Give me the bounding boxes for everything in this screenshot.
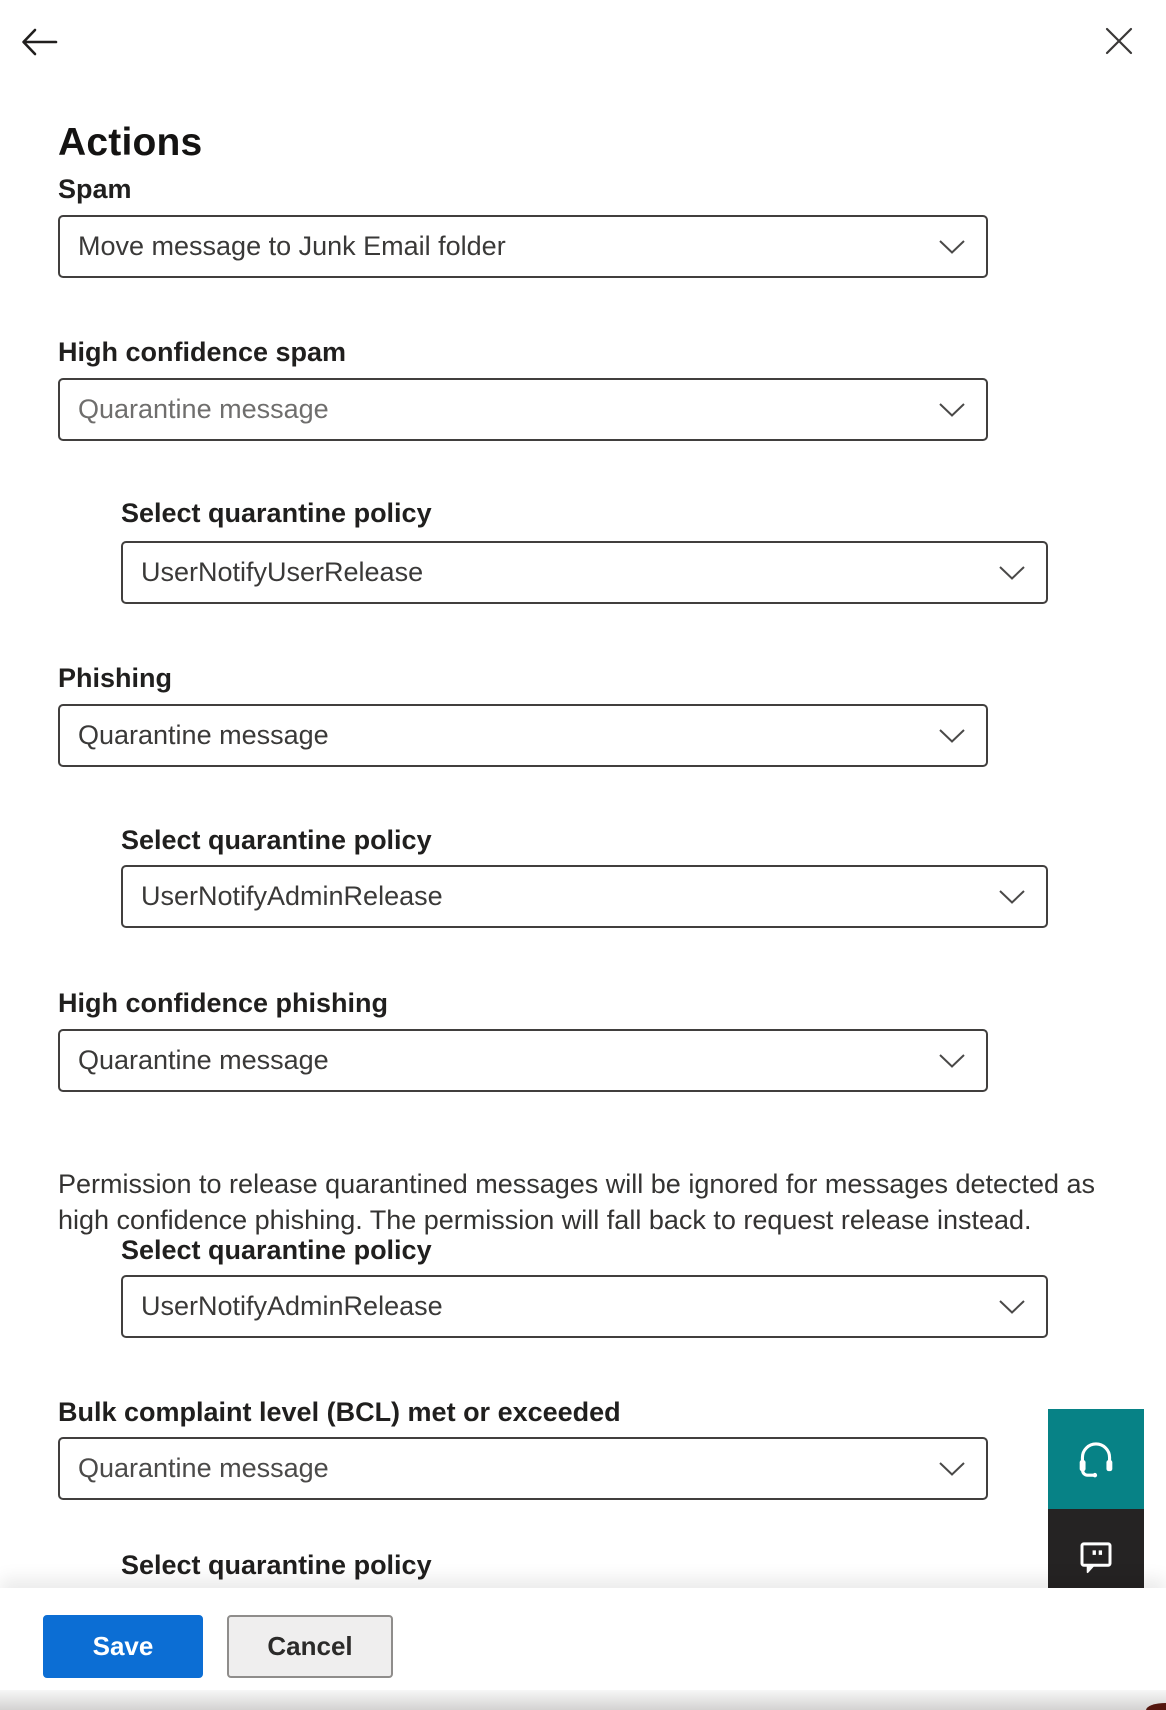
page-title: Actions <box>58 121 203 165</box>
chevron-down-icon <box>938 402 966 418</box>
chevron-down-icon <box>998 565 1026 581</box>
close-button[interactable] <box>1104 20 1150 62</box>
phishing-dropdown[interactable]: Quarantine message <box>58 704 988 767</box>
panel-footer <box>0 1588 1166 1690</box>
chevron-down-icon <box>938 1053 966 1069</box>
chevron-down-icon <box>938 239 966 255</box>
headset-icon <box>1074 1437 1118 1481</box>
spam-dropdown[interactable]: Move message to Junk Email folder <box>58 215 988 278</box>
chevron-down-icon <box>998 889 1026 905</box>
quarantine-policy-label: Select quarantine policy <box>121 1235 432 1265</box>
quarantine-policy-label-clipped: Select quarantine policy <box>121 1550 432 1580</box>
support-button[interactable] <box>1048 1409 1144 1509</box>
feedback-bubble-icon <box>1075 1536 1117 1578</box>
spam-label: Spam <box>58 174 132 204</box>
close-icon <box>1104 26 1150 56</box>
hcp-quarantine-policy-dropdown[interactable]: UserNotifyAdminRelease <box>121 1275 1048 1338</box>
chevron-down-icon <box>938 1461 966 1477</box>
save-button[interactable]: Save <box>43 1615 203 1678</box>
chevron-down-icon <box>998 1299 1026 1315</box>
high-confidence-spam-dropdown[interactable]: Quarantine message <box>58 378 988 441</box>
background-page-strip <box>0 1690 1166 1710</box>
chevron-down-icon <box>938 728 966 744</box>
phishing-quarantine-policy-dropdown[interactable]: UserNotifyAdminRelease <box>121 865 1048 928</box>
high-confidence-phishing-label: High confidence phishing <box>58 988 388 1018</box>
high-confidence-spam-label: High confidence spam <box>58 337 347 367</box>
hcp-permission-note: Permission to release quarantined messages will be ignored for messages detected as high confidence phishing. The permission will fall back to request release instead. <box>58 1169 1096 1235</box>
bcl-label: Bulk complaint level (BCL) met or exceeded <box>58 1397 621 1427</box>
cancel-button[interactable]: Cancel <box>227 1615 393 1678</box>
bcl-dropdown[interactable]: Quarantine message <box>58 1437 988 1500</box>
quarantine-policy-label: Select quarantine policy <box>121 825 432 855</box>
hcs-quarantine-policy-dropdown[interactable]: UserNotifyUserRelease <box>121 541 1048 604</box>
arrow-left-icon <box>18 25 64 59</box>
quarantine-policy-label: Select quarantine policy <box>121 498 432 528</box>
high-confidence-phishing-dropdown[interactable]: Quarantine message <box>58 1029 988 1092</box>
phishing-label: Phishing <box>58 663 172 693</box>
background-page-fragment <box>1146 1703 1166 1710</box>
back-button[interactable] <box>18 22 64 62</box>
